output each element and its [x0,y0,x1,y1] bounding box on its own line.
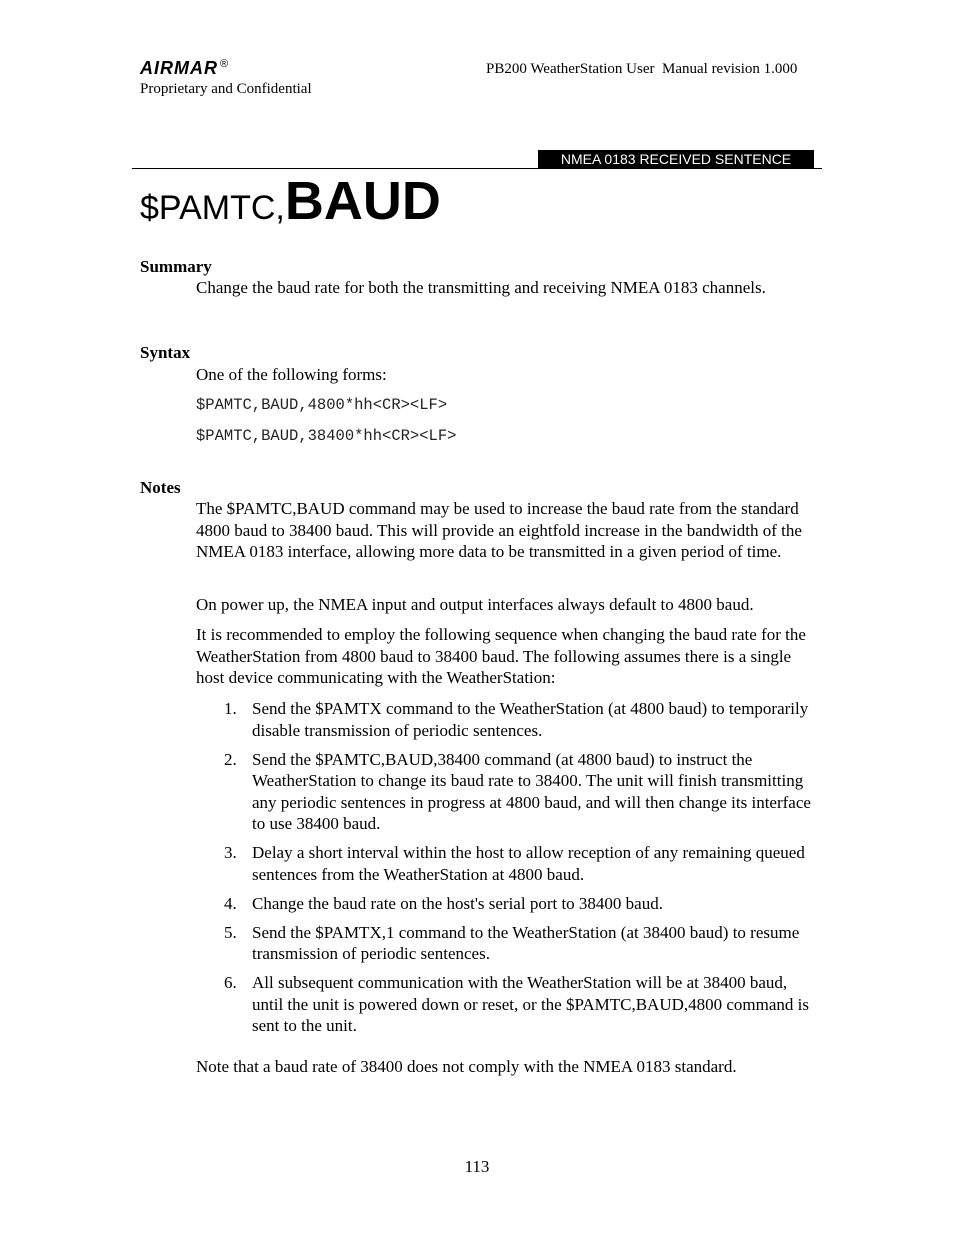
step-number: 3. [224,843,237,862]
notes-paragraph: It is recommended to employ the following sequence when changing the baud rate for the WeatherStation from 4800 baud to 38400 baud. The following assumes there is a single host device communicating with the WeatherStation: [196,625,806,687]
step-text: Delay a short interval within the host to allow reception of any remaining queued sentences from the WeatherStation at 4800 baud. [252,843,805,884]
summary-heading: Summary [140,257,212,276]
sentence-name: BAUD [284,171,441,231]
closing-note: Note that a baud rate of 38400 does not comply with the NMEA 0183 standard. [196,1057,737,1076]
registered-mark: ® [220,58,230,70]
step-number: 6. [224,973,237,992]
confidentiality-notice: Proprietary and Confidential [140,81,312,97]
logo-text: AIRMAR [140,58,218,78]
summary-text: Change the baud rate for both the transmitting and receiving NMEA 0183 channels. [196,278,766,297]
procedure-step [196,698,821,741]
airmar-logo [140,58,229,79]
step-text: Send the $PAMTX command to the WeatherStation (at 4800 baud) to temporarily disable transmission of periodic sentences. [252,699,809,740]
sentence-title [140,170,441,232]
syntax-heading: Syntax [140,343,191,362]
sentence-prefix: $PAMTC, [140,189,285,227]
procedure-step [196,893,821,915]
step-text: All subsequent communication with the WeatherStation will be at 38400 baud, until the unit is powered down or reset, or the $PAMTC,BAUD,4800 command is sent to the unit. [252,973,810,1035]
step-number: 2. [224,749,237,769]
notes-paragraph: The $PAMTC,BAUD command may be used to increase the baud rate from the standard 4800 baud to 38400 baud. This will provide an eightfold increase in the bandwidth of the NMEA 0183 interface, allowing more data to be transmitted in a given period of time. [196,499,802,561]
step-number: 1. [224,699,237,718]
step-number: 5. [224,922,237,942]
procedure-step [196,922,821,965]
section-badge: NMEA 0183 RECEIVED SENTENCE [538,150,814,168]
section-rule [132,168,822,169]
syntax-form-4800: $PAMTC,BAUD,4800*hh<CR><LF> [196,396,448,414]
step-text: Send the $PAMTC,BAUD,38400 command (at 4800 baud) to instruct the WeatherStation to change its baud rate to 38400. The unit will finish transmitting any periodic sentences in progress at 4800 baud, and will then change its interface to use 38400 baud. [252,749,811,833]
procedure-step [196,972,821,1037]
manual-title: PB200 WeatherStation User Manual revision 1.000 [486,61,798,77]
syntax-intro: One of the following forms: [196,365,387,384]
procedure-steps [196,698,821,1044]
step-text: Change the baud rate on the host's serial port to 38400 baud. [252,893,663,913]
procedure-step [196,842,821,885]
step-number: 4. [224,893,237,913]
page-number: 113 [464,1157,490,1176]
notes-heading: Notes [140,478,181,497]
notes-paragraph: On power up, the NMEA input and output interfaces always default to 4800 baud. [196,595,754,614]
step-text: Send the $PAMTX,1 command to the WeatherStation (at 38400 baud) to resume transmission of periodic sentences. [252,922,800,963]
syntax-form-38400: $PAMTC,BAUD,38400*hh<CR><LF> [196,427,457,445]
procedure-step [196,749,821,835]
